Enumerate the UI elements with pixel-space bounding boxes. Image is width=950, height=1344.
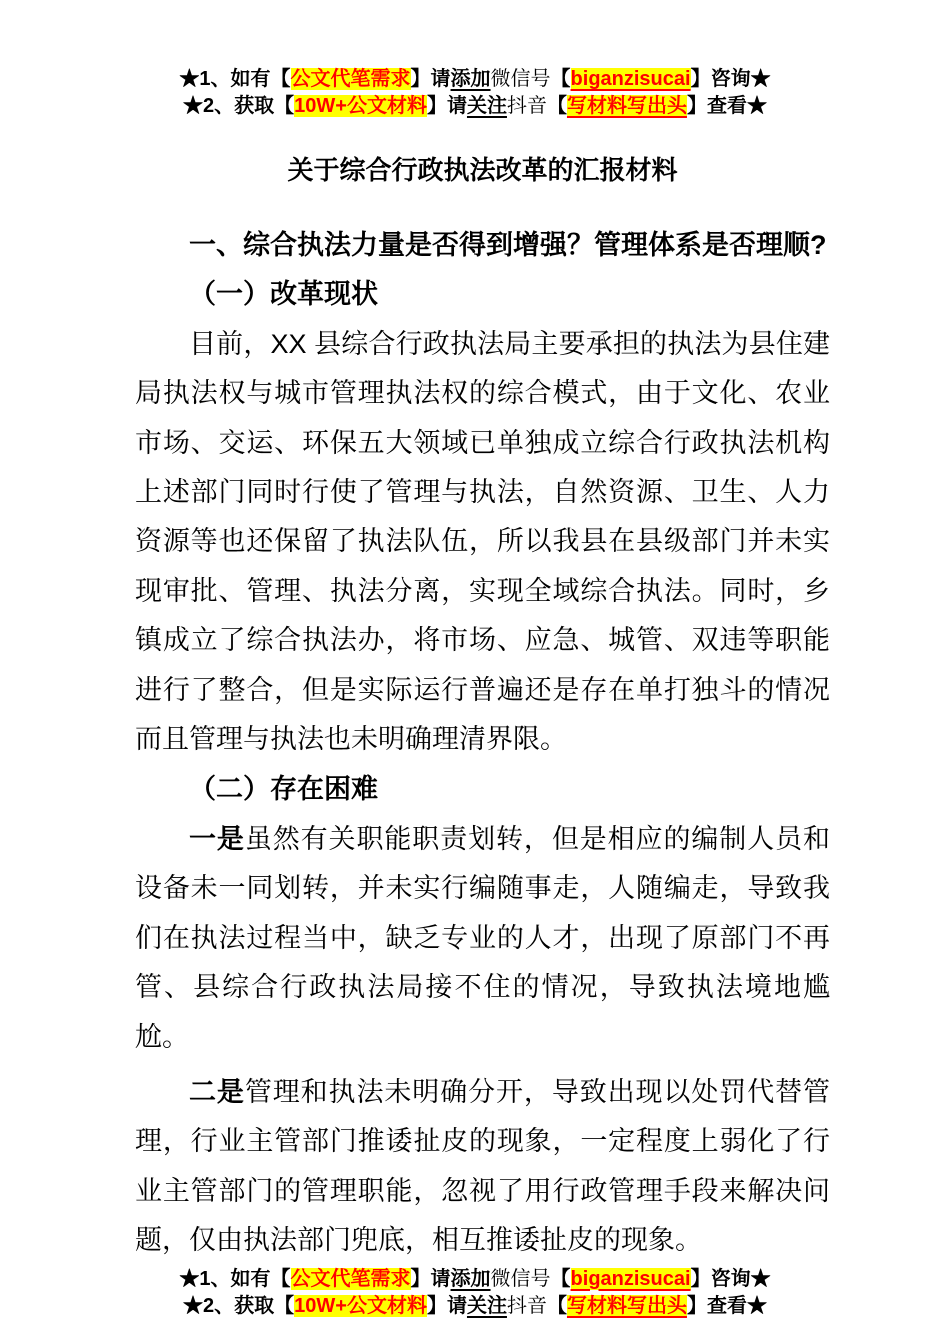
para3-lead: 二是: [189, 1076, 245, 1107]
promo1-mid: 】请: [410, 68, 451, 90]
promo1-highlight-service: 公文代笔需求: [290, 68, 411, 90]
promo2-mid: 】请: [426, 1294, 467, 1317]
promo-footer-line-2: [0, 1293, 950, 1320]
promo1-bracket: 【: [550, 68, 571, 90]
promo-footer: [0, 1266, 950, 1320]
promo2-bracket: 【: [546, 1294, 567, 1317]
promo-header: [0, 0, 950, 120]
promo1-highlight-service: 公文代笔需求: [290, 1267, 411, 1290]
promo-footer-line-1: [0, 1266, 950, 1293]
promo2-suffix: 】查看★: [686, 95, 767, 117]
promo2-douyin-label: 抖音: [506, 95, 547, 117]
promo2-bracket: 【: [546, 95, 567, 117]
promo2-prefix: ★2、获取【: [183, 95, 295, 117]
promo1-wechat-label: 微信号: [490, 1267, 551, 1290]
promo2-prefix: ★2、获取【: [183, 1294, 295, 1317]
promo2-highlight-materials: 10W+公文材料: [294, 1294, 427, 1317]
section-heading-1: 一、综合执法力量是否得到增强？管理体系是否理顺?: [189, 230, 827, 260]
promo1-wechat-label: 微信号: [490, 68, 551, 90]
promo2-douyin-label: 抖音: [506, 1294, 547, 1317]
promo1-add-underlined: 添加: [450, 1267, 491, 1290]
promo2-douyin-id: 写材料写出头: [566, 1294, 687, 1317]
paragraph-2: [135, 815, 830, 1062]
document-title: 关于综合行政执法改革的汇报材料: [287, 155, 678, 185]
promo1-prefix: ★1、如有【: [179, 1267, 291, 1290]
promo-header-line-1: [0, 66, 950, 93]
paragraph-1: 目前，XX 县综合行政执法局主要承担的执法为县住建局执法权与城市管理执法权的综合模式，由于文化、农业市场、交运、环保五大领域已单独成立综合行政执法机构上述部门同时行使了管理与执法，自然资源、卫生、人力资源等也还保留了执法队伍，所以我县在县级部门并未实现审批、管理、执法分离，实现全域综合执法。同时，乡镇成立了综合执法办，将市场、应急、城管、双违等职能进行了整合，但是实际运行普遍还是存在单打独斗的情况而且管理与执法也未明确理清界限。: [135, 328, 830, 755]
promo2-suffix: 】查看★: [686, 1294, 767, 1317]
promo1-add-underlined: 添加: [450, 68, 491, 90]
promo2-douyin-id: 写材料写出头: [566, 95, 687, 117]
promo1-suffix: 】咨询★: [690, 1267, 771, 1290]
promo2-mid: 】请: [426, 95, 467, 117]
promo2-follow-underlined: 关注: [466, 1294, 507, 1317]
promo1-bracket: 【: [550, 1267, 571, 1290]
paragraph-3: [135, 1068, 830, 1266]
promo1-suffix: 】咨询★: [690, 68, 771, 90]
promo-header-line-2: [0, 93, 950, 120]
promo1-wechat-id: biganzisucai: [570, 1267, 691, 1290]
promo2-follow-underlined: 关注: [466, 95, 507, 117]
promo1-mid: 】请: [410, 1267, 451, 1290]
subsection-heading-1: （一）改革现状: [189, 279, 378, 310]
promo1-prefix: ★1、如有【: [179, 68, 291, 90]
promo1-wechat-id: biganzisucai: [570, 68, 691, 90]
document-body: [135, 152, 830, 1266]
para2-lead: 一是: [189, 823, 245, 854]
subsection-heading-2: （二）存在困难: [189, 774, 378, 805]
para3-body: 管理和执法未明确分开，导致出现以处罚代替管理，行业主管部门推诿扯皮的现象，一定程度上弱化了行业主管部门的管理职能，忽视了用行政管理手段来解决问题，仅由执法部门兜底，相互推诿扯皮的现象。: [135, 1076, 831, 1256]
para2-body: 虽然有关职能职责划转，但是相应的编制人员和设备未一同划转，并未实行编随事走，人随编走，导致我们在执法过程当中，缺乏专业的人才，出现了原部门不再管、县综合行政执法局接不住的情况，导致执法境地尴尬。: [135, 823, 831, 1052]
promo2-highlight-materials: 10W+公文材料: [294, 95, 427, 117]
